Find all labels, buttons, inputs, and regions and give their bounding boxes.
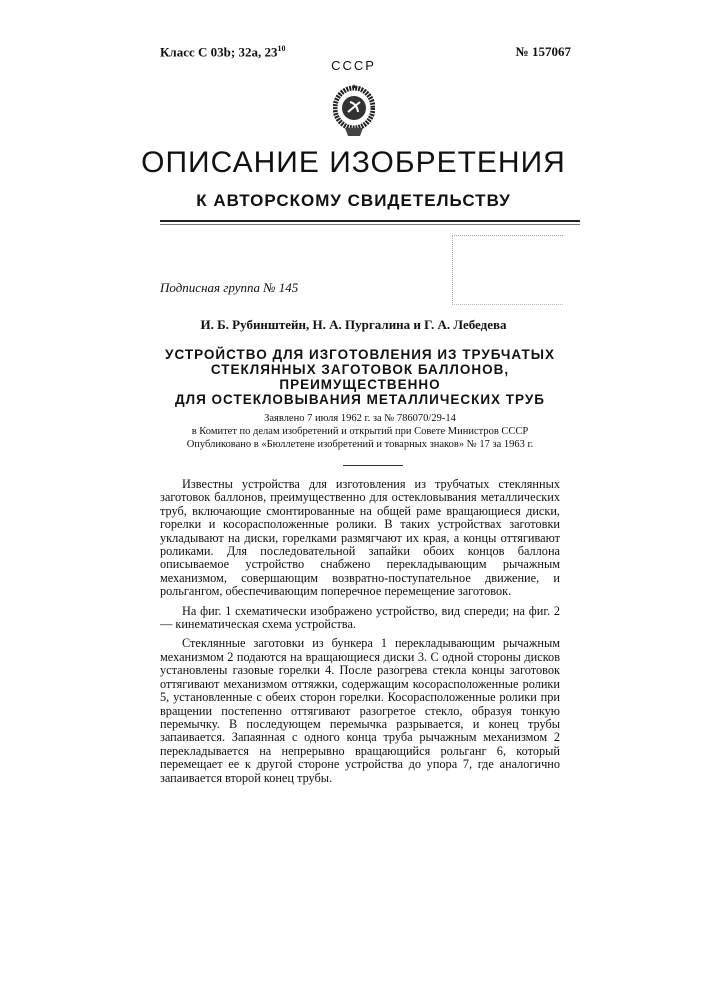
document-subtitle: К АВТОРСКОМУ СВИДЕТЕЛЬСТВУ <box>0 191 707 211</box>
section-divider <box>343 465 403 466</box>
header-rule <box>160 220 580 222</box>
header-rule-thin <box>160 224 580 225</box>
state-emblem-icon <box>333 82 375 143</box>
class-label: Класс C 03b; 32a, 23 <box>160 44 277 59</box>
paragraph: Стеклянные заготовки из бункера 1 перекладывающим рычажным механизмом 2 подаются на вращающиеся диски 3. С одной стороны дисков установлены газовые горелки 4. После разогрева стекла концы заготовок оттягивают механизмом оттяжки, содержащим косорасположенные ролики 5, установленные с обеих сторон горелки. Косорасположенные ролики при вращении постепенно оттягивают разогретое стекло, образуя тонкую перемычку. В последующем перемычка разрывается, и конец трубы запаивается. Запаянная с одного конца труба рычажным механизмом 2 перекладывается на непрерывно вращающийся рольганг 6, который перемещает ее к другой стороне устройства до упора 7, где аналогично запаивается второй конец трубы. <box>160 637 560 784</box>
publication-info: Опубликовано в «Бюллетене изобретений и товарных знаков» № 17 за 1963 г. <box>150 438 570 451</box>
class-superscript: 10 <box>277 44 285 53</box>
invention-title-line: СТЕКЛЯННЫХ ЗАГОТОВОК БАЛЛОНОВ, ПРЕИМУЩЕСТВЕННО <box>150 362 570 392</box>
invention-title <box>150 347 570 407</box>
invention-title-line: ДЛЯ ОСТЕКЛОВЫВАНИЯ МЕТАЛЛИЧЕСКИХ ТРУБ <box>150 392 570 407</box>
description-body <box>160 478 560 791</box>
document-title: ОПИСАНИЕ ИЗОБРЕТЕНИЯ <box>0 146 707 180</box>
filing-info <box>150 412 570 451</box>
authors: И. Б. Рубинштейн, Н. А. Пургалина и Г. А. Лебедева <box>0 317 707 333</box>
paragraph: На фиг. 1 схематически изображено устройство, вид спереди; на фиг. 2 — кинематическая схема устройства. <box>160 605 560 632</box>
subscription-group: Подписная группа № 145 <box>160 280 298 296</box>
filing-committee: в Комитет по делам изобретений и открытий при Совете Министров СССР <box>150 425 570 438</box>
country-label: СССР <box>0 58 707 73</box>
filing-date: Заявлено 7 июля 1962 г. за № 786070/29-14 <box>150 412 570 425</box>
patent-number: № 157067 <box>516 44 571 60</box>
faded-stamp <box>452 235 563 305</box>
paragraph: Известны устройства для изготовления из трубчатых стеклянных заготовок баллонов, преимущественно для остекловывания металлических труб, включающие смонтированные на общей раме вращающиеся диски, горелки и косорасположенные ролики. В таких устройствах заготовки укладывают на диски, горелками размягчают их края, а концы оттягивают роликами. Для последовательной запайки обоих концов баллона описываемое устройство снабжено перекладывающим рычажным механизмом, совершающим возвратно-поступательное движение, и рольгангом, обеспечивающим поперечное перемещение заготовок. <box>160 478 560 599</box>
patent-page <box>0 0 707 1000</box>
invention-title-line: УСТРОЙСТВО ДЛЯ ИЗГОТОВЛЕНИЯ ИЗ ТРУБЧАТЫХ <box>150 347 570 362</box>
